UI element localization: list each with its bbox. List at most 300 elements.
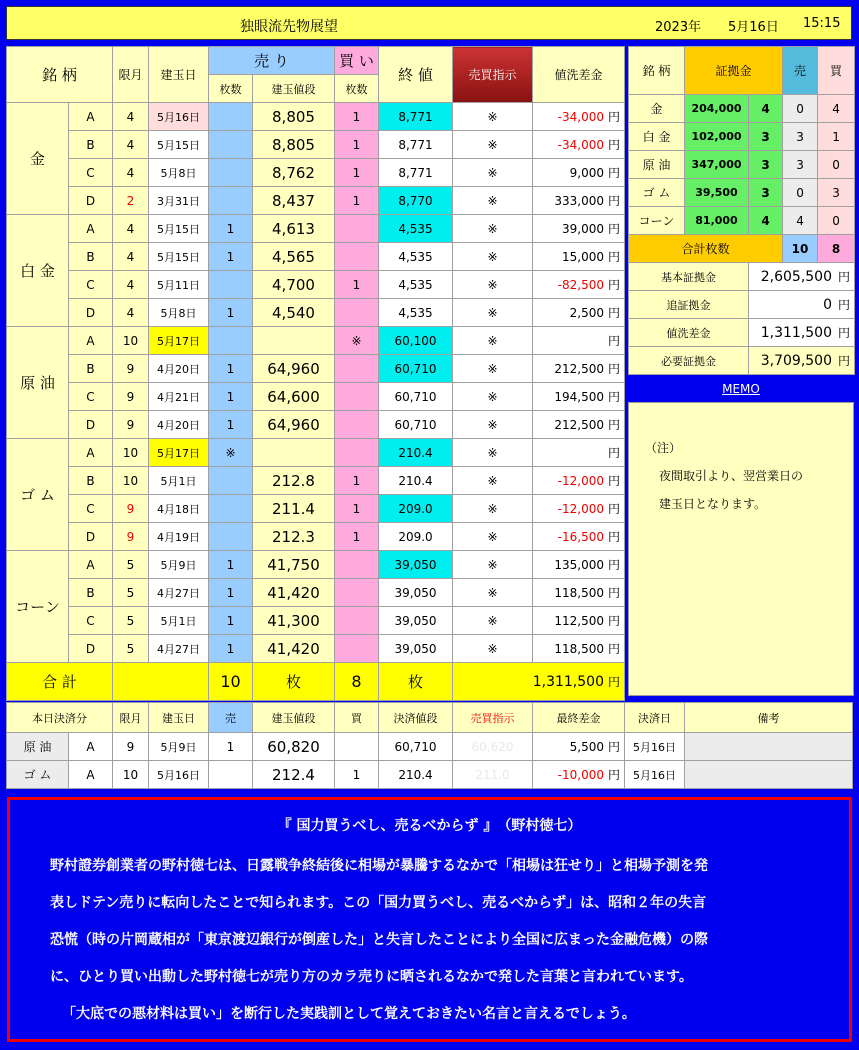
contract-month: 5 xyxy=(113,635,149,663)
side-buy: 3 xyxy=(818,179,855,207)
total-label: 合 計 xyxy=(7,663,113,701)
table-row xyxy=(7,103,625,131)
entry-price: 8,762 xyxy=(253,159,335,187)
pl-amount: -82,500 xyxy=(557,278,604,292)
entry-price: 8,805 xyxy=(253,131,335,159)
yen-unit: 円 xyxy=(607,418,620,432)
settle-month: 10 xyxy=(113,761,149,789)
sell-qty xyxy=(209,159,253,187)
contract-month: 9 xyxy=(113,411,149,439)
side-row xyxy=(629,151,855,179)
side-commodity: ゴ ム xyxy=(629,179,685,207)
buy-qty xyxy=(335,635,379,663)
sell-qty xyxy=(209,103,253,131)
close-price: 39,050 xyxy=(379,551,453,579)
side-commodity: 原 油 xyxy=(629,151,685,179)
quote-line-2: 表しドテン売りに転向したことで知られます。この「国力買うべし、売るべからず」は、昭和２年の失言 xyxy=(50,895,707,911)
signal-mark: ※ xyxy=(453,327,533,355)
settle-amount: -10,000 xyxy=(557,768,604,782)
entry-price: 211.4 xyxy=(253,495,335,523)
entry-price: 212.8 xyxy=(253,467,335,495)
header-sell: 売 り xyxy=(209,47,335,75)
side-buy: 4 xyxy=(818,95,855,123)
pl-amount: 135,000 xyxy=(554,558,604,572)
yen-unit: 円 xyxy=(607,278,620,292)
entry-price: 4,700 xyxy=(253,271,335,299)
entry-date: 5月9日 xyxy=(149,551,209,579)
yen-unit: 円 xyxy=(838,354,851,368)
entry-price: 64,600 xyxy=(253,383,335,411)
pl-value xyxy=(533,383,625,411)
header-row xyxy=(7,47,625,75)
pl-value xyxy=(533,299,625,327)
sell-qty: ※ xyxy=(209,439,253,467)
entry-price: 212.3 xyxy=(253,523,335,551)
contract-month: 4 xyxy=(113,103,149,131)
memo-note-title: （注） xyxy=(645,441,682,455)
side-buy: 1 xyxy=(818,123,855,151)
table-row xyxy=(7,215,625,243)
signal-mark: ※ xyxy=(453,215,533,243)
row-key: C xyxy=(69,383,113,411)
time-label: 15:15 xyxy=(803,16,841,31)
buy-qty: 1 xyxy=(335,131,379,159)
pl-amount: -34,000 xyxy=(557,110,604,124)
yen-unit: 円 xyxy=(607,642,620,656)
year-label: 2023年 xyxy=(655,20,702,35)
row-key: D xyxy=(69,635,113,663)
settle-buy: 1 xyxy=(335,761,379,789)
close-price: 60,710 xyxy=(379,411,453,439)
table-row xyxy=(7,607,625,635)
summary-row xyxy=(629,319,855,347)
pl-amount: 212,500 xyxy=(554,418,604,432)
entry-date: 5月11日 xyxy=(149,271,209,299)
close-price: 39,050 xyxy=(379,635,453,663)
date-label: 5月16日 xyxy=(728,20,779,35)
table-row xyxy=(7,355,625,383)
settle-header-cell: 本日決済分 xyxy=(7,703,113,733)
pl-amount: -12,000 xyxy=(557,474,604,488)
contract-month: 9 xyxy=(113,355,149,383)
settle-exit-price: 210.4 xyxy=(379,761,453,789)
row-key: B xyxy=(69,579,113,607)
header-brand: 銘 柄 xyxy=(7,47,113,103)
entry-price: 64,960 xyxy=(253,411,335,439)
pl-amount: 333,000 xyxy=(554,194,604,208)
title-bar xyxy=(6,6,852,40)
settle-final xyxy=(533,733,625,761)
settle-month: 9 xyxy=(113,733,149,761)
side-header-brand: 銘 柄 xyxy=(629,47,685,95)
total-unit-sell: 枚 xyxy=(253,663,335,701)
yen-unit: 円 xyxy=(607,194,620,208)
pl-value xyxy=(533,439,625,467)
sell-qty xyxy=(209,131,253,159)
sell-qty: 1 xyxy=(209,299,253,327)
side-sell: 0 xyxy=(783,95,818,123)
contract-month: 4 xyxy=(113,215,149,243)
entry-price xyxy=(253,327,335,355)
side-qty: 3 xyxy=(749,123,783,151)
pl-value xyxy=(533,607,625,635)
pl-value xyxy=(533,131,625,159)
signal-mark: ※ xyxy=(453,355,533,383)
table-row xyxy=(7,187,625,215)
quote-box xyxy=(7,797,852,1042)
settle-final xyxy=(533,761,625,789)
memo-link[interactable]: MEMO xyxy=(722,382,760,396)
yen-unit: 円 xyxy=(607,334,620,348)
settle-commodity: 原 油 xyxy=(7,733,69,761)
pl-amount: 194,500 xyxy=(554,390,604,404)
yen-unit: 円 xyxy=(838,326,851,340)
yen-unit: 円 xyxy=(607,306,620,320)
settle-signal: 211.0 xyxy=(453,761,533,789)
yen-unit: 円 xyxy=(607,362,620,376)
sell-qty: 1 xyxy=(209,383,253,411)
summary-value xyxy=(749,347,855,375)
side-total-label: 合計枚数 xyxy=(629,235,783,263)
side-header-sell: 売 xyxy=(783,47,818,95)
buy-qty: 1 xyxy=(335,159,379,187)
sell-qty: 1 xyxy=(209,411,253,439)
row-key: D xyxy=(69,299,113,327)
side-total-row xyxy=(629,235,855,263)
settle-date: 5月9日 xyxy=(149,733,209,761)
close-price: 39,050 xyxy=(379,607,453,635)
yen-unit: 円 xyxy=(838,298,851,312)
summary-label: 値洗差金 xyxy=(629,319,749,347)
sell-qty: 1 xyxy=(209,607,253,635)
signal-mark: ※ xyxy=(453,495,533,523)
margin-table xyxy=(628,46,855,375)
entry-price: 4,613 xyxy=(253,215,335,243)
yen-unit: 円 xyxy=(607,675,620,689)
signal-mark: ※ xyxy=(453,383,533,411)
side-buy: 0 xyxy=(818,151,855,179)
settle-header-cell: 限月 xyxy=(113,703,149,733)
contract-month: 4 xyxy=(113,131,149,159)
header-signal: 売買指示 xyxy=(453,47,533,103)
signal-mark: ※ xyxy=(453,635,533,663)
pl-value xyxy=(533,411,625,439)
buy-qty xyxy=(335,383,379,411)
contract-month: 4 xyxy=(113,271,149,299)
pl-amount: 118,500 xyxy=(554,642,604,656)
entry-price: 64,960 xyxy=(253,355,335,383)
table-row xyxy=(7,383,625,411)
settle-key: A xyxy=(69,733,113,761)
entry-date: 5月8日 xyxy=(149,299,209,327)
yen-unit: 円 xyxy=(607,740,620,754)
total-sell: 10 xyxy=(209,663,253,701)
row-key: C xyxy=(69,159,113,187)
settle-header-cell: 売 xyxy=(209,703,253,733)
header-buy-qty: 枚数 xyxy=(335,75,379,103)
close-price: 60,710 xyxy=(379,355,453,383)
signal-mark: ※ xyxy=(453,579,533,607)
header-month: 限月 xyxy=(113,47,149,103)
signal-mark: ※ xyxy=(453,187,533,215)
table-row xyxy=(7,551,625,579)
row-key: D xyxy=(69,523,113,551)
contract-month: 4 xyxy=(113,159,149,187)
buy-qty xyxy=(335,411,379,439)
side-margin: 347,000 xyxy=(685,151,749,179)
side-margin: 39,500 xyxy=(685,179,749,207)
yen-unit: 円 xyxy=(607,768,620,782)
summary-value xyxy=(749,319,855,347)
settle-note xyxy=(685,761,853,789)
sell-qty xyxy=(209,271,253,299)
pl-amount: 15,000 xyxy=(561,250,604,264)
pl-value xyxy=(533,495,625,523)
memo-bar xyxy=(628,377,854,401)
pl-amount: 212,500 xyxy=(554,362,604,376)
signal-mark: ※ xyxy=(453,439,533,467)
pl-amount: 118,500 xyxy=(554,586,604,600)
entry-price: 41,300 xyxy=(253,607,335,635)
buy-qty: 1 xyxy=(335,495,379,523)
row-key: B xyxy=(69,355,113,383)
quote-line-4: に、ひとり買い出動した野村徳七が売り方のカラ売りに晒されるなかで発した言葉と言われています。 xyxy=(50,969,693,985)
pl-value xyxy=(533,635,625,663)
row-key: B xyxy=(69,243,113,271)
pl-amount: -16,500 xyxy=(557,530,604,544)
contract-month: 5 xyxy=(113,551,149,579)
buy-qty xyxy=(335,355,379,383)
contract-month: 9 xyxy=(113,383,149,411)
total-amount: 1,311,500 xyxy=(532,674,604,690)
side-row xyxy=(629,95,855,123)
side-sell: 3 xyxy=(783,151,818,179)
buy-qty xyxy=(335,579,379,607)
summary-label: 追証拠金 xyxy=(629,291,749,319)
pl-value xyxy=(533,523,625,551)
signal-mark: ※ xyxy=(453,271,533,299)
contract-month: 9 xyxy=(113,523,149,551)
header-buy: 買 い xyxy=(335,47,379,75)
settle-header-cell: 決済日 xyxy=(625,703,685,733)
row-key: A xyxy=(69,103,113,131)
sell-qty xyxy=(209,467,253,495)
pl-value xyxy=(533,187,625,215)
entry-price: 41,750 xyxy=(253,551,335,579)
settle-sell xyxy=(209,761,253,789)
yen-unit: 円 xyxy=(607,586,620,600)
entry-date: 4月21日 xyxy=(149,383,209,411)
entry-date: 5月15日 xyxy=(149,243,209,271)
yen-unit: 円 xyxy=(607,250,620,264)
sell-qty: 1 xyxy=(209,635,253,663)
buy-qty: ※ xyxy=(335,327,379,355)
side-qty: 3 xyxy=(749,151,783,179)
settle-date: 5月16日 xyxy=(149,761,209,789)
signal-mark: ※ xyxy=(453,551,533,579)
side-row xyxy=(629,179,855,207)
table-row xyxy=(7,467,625,495)
settle-row xyxy=(7,733,853,761)
table-row xyxy=(7,495,625,523)
yen-unit: 円 xyxy=(607,110,620,124)
row-key: D xyxy=(69,411,113,439)
entry-date: 4月27日 xyxy=(149,579,209,607)
row-key: B xyxy=(69,467,113,495)
side-header-row xyxy=(629,47,855,95)
close-price: 209.0 xyxy=(379,523,453,551)
close-price: 60,710 xyxy=(379,383,453,411)
pl-amount: -12,000 xyxy=(557,502,604,516)
pl-amount: -34,000 xyxy=(557,138,604,152)
entry-price: 4,565 xyxy=(253,243,335,271)
row-key: C xyxy=(69,271,113,299)
close-price: 210.4 xyxy=(379,467,453,495)
pl-amount: 2,500 xyxy=(569,306,604,320)
row-key: B xyxy=(69,131,113,159)
pl-value xyxy=(533,355,625,383)
quote-line-5: 「大底での悪材料は買い」を断行した実践訓として覚えておきたい名言と言えるでしょう。 xyxy=(62,1006,636,1022)
commodity-name: コーン xyxy=(7,551,69,663)
pl-value xyxy=(533,271,625,299)
close-price: 209.0 xyxy=(379,495,453,523)
row-key: A xyxy=(69,327,113,355)
entry-price: 4,540 xyxy=(253,299,335,327)
close-price: 8,771 xyxy=(379,131,453,159)
memo-line-1: 夜間取引より、翌営業日の xyxy=(659,469,804,483)
pl-value xyxy=(533,103,625,131)
header-date: 建玉日 xyxy=(149,47,209,103)
contract-month: 10 xyxy=(113,439,149,467)
close-price: 60,100 xyxy=(379,327,453,355)
summary-label: 必要証拠金 xyxy=(629,347,749,375)
table-row xyxy=(7,299,625,327)
entry-date: 3月31日 xyxy=(149,187,209,215)
contract-month: 10 xyxy=(113,467,149,495)
summary-label: 基本証拠金 xyxy=(629,263,749,291)
side-header-margin: 証拠金 xyxy=(685,47,783,95)
table-row xyxy=(7,411,625,439)
row-key: C xyxy=(69,607,113,635)
side-commodity: 白 金 xyxy=(629,123,685,151)
yen-unit: 円 xyxy=(607,446,620,460)
signal-mark: ※ xyxy=(453,411,533,439)
signal-mark: ※ xyxy=(453,103,533,131)
entry-date: 5月15日 xyxy=(149,215,209,243)
sell-qty xyxy=(209,523,253,551)
entry-price: 41,420 xyxy=(253,579,335,607)
table-row xyxy=(7,635,625,663)
header-close: 終 値 xyxy=(379,47,453,103)
row-key: C xyxy=(69,495,113,523)
side-commodity: コーン xyxy=(629,207,685,235)
total-unit-buy: 枚 xyxy=(379,663,453,701)
commodity-name: 原 油 xyxy=(7,327,69,439)
table-row xyxy=(7,523,625,551)
table-row xyxy=(7,579,625,607)
table-row xyxy=(7,439,625,467)
settle-header-cell: 建玉日 xyxy=(149,703,209,733)
side-commodity: 金 xyxy=(629,95,685,123)
signal-mark: ※ xyxy=(453,607,533,635)
pl-value xyxy=(533,215,625,243)
close-price: 4,535 xyxy=(379,215,453,243)
side-row xyxy=(629,207,855,235)
buy-qty xyxy=(335,243,379,271)
sell-qty xyxy=(209,327,253,355)
signal-mark: ※ xyxy=(453,159,533,187)
settle-header-cell: 最終差金 xyxy=(533,703,625,733)
close-price: 4,535 xyxy=(379,299,453,327)
side-sell: 3 xyxy=(783,123,818,151)
table-row xyxy=(7,159,625,187)
sell-qty: 1 xyxy=(209,355,253,383)
total-spacer xyxy=(113,663,209,701)
side-margin: 102,000 xyxy=(685,123,749,151)
settle-day: 5月16日 xyxy=(625,761,685,789)
pl-value xyxy=(533,551,625,579)
side-total-sell: 10 xyxy=(783,235,818,263)
signal-mark: ※ xyxy=(453,523,533,551)
side-buy: 0 xyxy=(818,207,855,235)
buy-qty xyxy=(335,215,379,243)
sell-qty: 1 xyxy=(209,243,253,271)
settle-commodity: ゴ ム xyxy=(7,761,69,789)
close-price: 8,771 xyxy=(379,159,453,187)
row-key: A xyxy=(69,551,113,579)
side-margin: 204,000 xyxy=(685,95,749,123)
commodity-name: 白 金 xyxy=(7,215,69,327)
settle-header-cell: 買 xyxy=(335,703,379,733)
settle-header-row xyxy=(7,703,853,733)
settle-header-cell: 建玉値段 xyxy=(253,703,335,733)
buy-qty xyxy=(335,299,379,327)
close-price: 4,535 xyxy=(379,271,453,299)
pl-value xyxy=(533,579,625,607)
yen-unit: 円 xyxy=(607,530,620,544)
summary-amount: 0 xyxy=(823,297,832,313)
settle-price: 212.4 xyxy=(253,761,335,789)
settle-signal: 60,620 xyxy=(453,733,533,761)
pl-value xyxy=(533,467,625,495)
entry-date: 5月17日 xyxy=(149,327,209,355)
header-price: 建玉値段 xyxy=(253,75,335,103)
contract-month: 4 xyxy=(113,299,149,327)
header-sell-qty: 枚数 xyxy=(209,75,253,103)
pl-amount: 112,500 xyxy=(554,614,604,628)
side-sell: 4 xyxy=(783,207,818,235)
positions-table xyxy=(6,46,625,701)
yen-unit: 円 xyxy=(607,222,620,236)
buy-qty: 1 xyxy=(335,523,379,551)
sell-qty: 1 xyxy=(209,551,253,579)
entry-date: 4月18日 xyxy=(149,495,209,523)
yen-unit: 円 xyxy=(607,166,620,180)
table-row xyxy=(7,243,625,271)
buy-qty: 1 xyxy=(335,467,379,495)
side-row xyxy=(629,123,855,151)
settlement-table xyxy=(6,702,853,789)
buy-qty xyxy=(335,551,379,579)
entry-date: 4月27日 xyxy=(149,635,209,663)
sell-qty xyxy=(209,495,253,523)
entry-date: 5月8日 xyxy=(149,159,209,187)
close-price: 210.4 xyxy=(379,439,453,467)
pl-value xyxy=(533,159,625,187)
settle-price: 60,820 xyxy=(253,733,335,761)
entry-date: 4月20日 xyxy=(149,411,209,439)
entry-price: 8,437 xyxy=(253,187,335,215)
